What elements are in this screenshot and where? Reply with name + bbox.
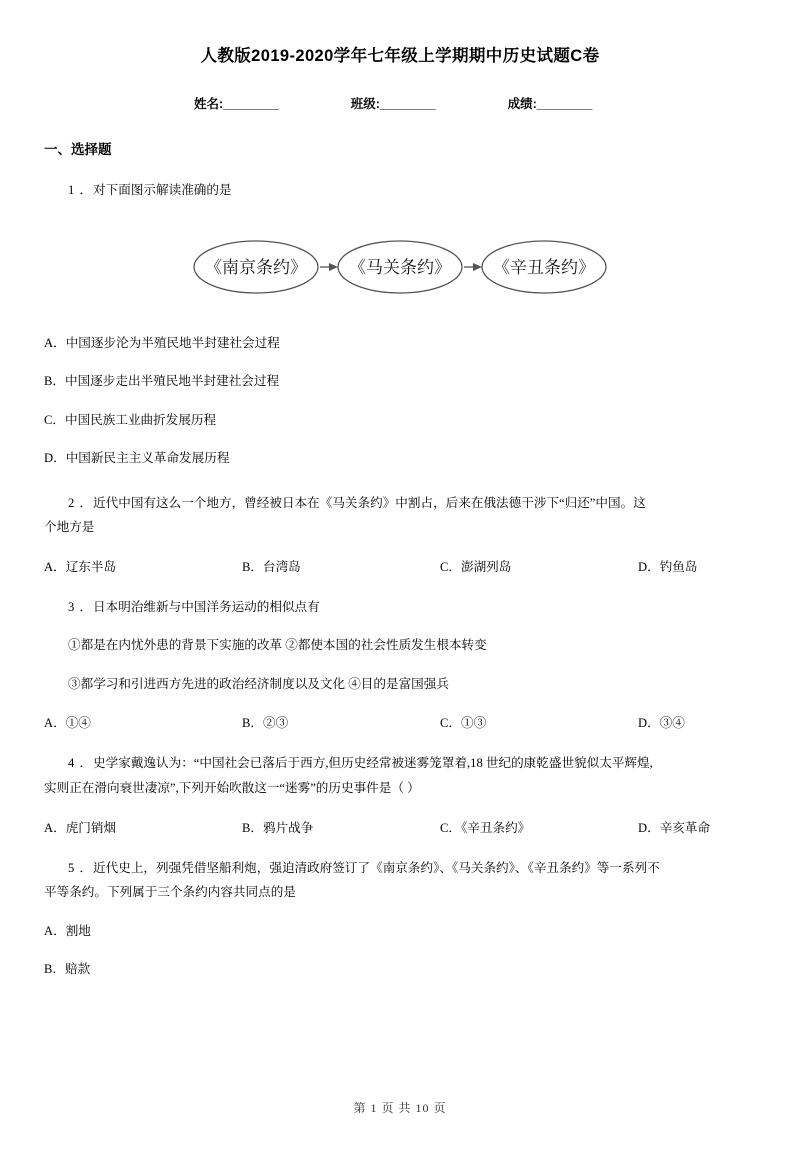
name-field: 姓名:________ (194, 97, 279, 111)
question-4-option-c: C．《辛丑条约》 (440, 820, 531, 835)
question-4-option-a: A．虎门销烟 (44, 820, 117, 835)
question-2-option-c: C．澎湖列岛 (440, 559, 512, 574)
question-3-option-b: B．②③ (242, 716, 289, 731)
diagram-node-1: 《南京条约》 (205, 257, 307, 277)
student-info-row (44, 94, 756, 112)
question-4-option-d: D．辛亥革命 (638, 820, 711, 835)
question-1-options (44, 331, 756, 471)
question-1 (44, 178, 756, 203)
document-page (0, 42, 800, 1174)
question-2 (44, 491, 756, 516)
question-3-options (44, 712, 756, 731)
question-1-number: 1 ． (68, 183, 94, 197)
question-5-number: 5 ． (68, 860, 94, 875)
question-5-stem: 近代史上，列强凭借坚船利炮，强迫清政府签订了《南京条约》、《马关条约》、《辛丑条约》等一系列不 (93, 860, 660, 875)
question-5-options (44, 919, 756, 982)
question-1-option-c: C．中国民族工业曲折发展历程 (44, 412, 217, 427)
question-3-option-d: D．③④ (638, 716, 685, 731)
question-5-stem-line2: 平等条约。下列属于三个条约内容共同点的是 (44, 885, 296, 900)
question-5-option-b: B．赔款 (44, 962, 91, 977)
treaty-flow-diagram (44, 221, 756, 317)
question-3 (44, 595, 756, 620)
question-4-number: 4 ． (68, 756, 94, 771)
page-footer: 第 1 页 共 10 页 (353, 1101, 447, 1115)
question-1-option-a: A．中国逐步沦为半殖民地半封建社会过程 (44, 335, 280, 350)
section-heading: 一、选择题 (44, 142, 112, 157)
question-2-options (44, 556, 756, 575)
question-2-stem-line2: 个地方是 (44, 520, 95, 535)
question-5-option-a: A．割地 (44, 923, 91, 938)
question-2-option-d: D．钓鱼岛 (638, 559, 698, 574)
question-2-option-a: A．辽东半岛 (44, 559, 117, 574)
question-2-option-b: B．台湾岛 (242, 559, 301, 574)
score-field: 成绩:________ (507, 97, 593, 111)
question-3-sub-1: ①都是在内忧外患的背景下实施的改革 ②都使本国的社会性质发生根本转变 (68, 638, 487, 653)
question-4-stem: 史学家戴逸认为：“中国社会已落后于西方,但历史经常被迷雾笼罩着,18 世纪的康乾盛世貌似太平辉煌, (93, 756, 653, 771)
question-5 (44, 856, 756, 881)
question-1-stem: 对下面图示解读准确的是 (93, 183, 232, 197)
question-4-options (44, 817, 756, 836)
question-3-stem: 日本明治维新与中国洋务运动的相似点有 (93, 599, 320, 614)
question-3-option-c: C．①③ (440, 716, 487, 731)
page-title: 人教版2019-2020学年七年级上学期期中历史试题C卷 (200, 47, 600, 65)
question-2-number: 2 ． (68, 495, 94, 510)
question-4 (44, 751, 756, 776)
question-2-stem: 近代中国有这么一个地方，曾经被日本在《马关条约》中割占，后来在俄法德干涉下“归还”中国。这 (93, 495, 646, 510)
question-3-sub-2: ③都学习和引进西方先进的政治经济制度以及文化 ④目的是富国强兵 (68, 676, 449, 691)
question-1-option-d: D．中国新民主主义革命发展历程 (44, 451, 230, 466)
class-field: 班级:________ (350, 97, 436, 111)
question-3-option-a: A．①④ (44, 716, 91, 731)
question-1-option-b: B．中国逐步走出半殖民地半封建社会过程 (44, 374, 280, 389)
question-3-number: 3 ． (68, 599, 94, 614)
question-4-option-b: B．鸦片战争 (242, 820, 314, 835)
question-4-stem-line2: 实则正在滑向衰世凄凉”,下列开始吹散这一“迷雾”的历史事件是（ ） (44, 781, 420, 796)
diagram-node-2: 《马关条约》 (349, 257, 451, 277)
diagram-node-3: 《辛丑条约》 (493, 257, 595, 277)
